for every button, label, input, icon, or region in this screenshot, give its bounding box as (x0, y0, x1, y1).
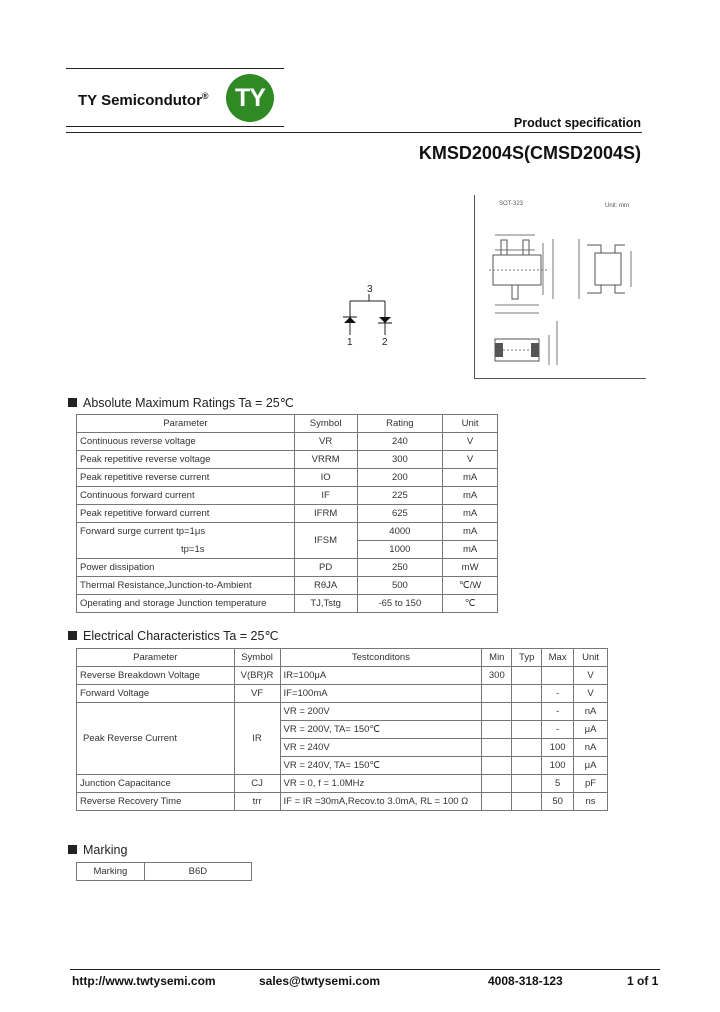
param-cell: Forward Voltage (77, 685, 235, 703)
param-cell: Peak repetitive reverse current (77, 469, 295, 487)
unit-cell: mW (443, 559, 498, 577)
param-cell: Forward surge current tp=1μs (77, 523, 295, 541)
footer-email-link[interactable]: sales@twtysemi.com (259, 974, 381, 988)
symbol-cell: VRRM (294, 451, 357, 469)
param-cell: Junction Capacitance (77, 775, 235, 793)
table-row (77, 595, 498, 613)
bullet-square-icon (68, 631, 77, 640)
elec-char-table (76, 648, 608, 811)
symbol-cell: IFRM (294, 505, 357, 523)
max-cell: 100 (542, 757, 574, 775)
min-cell (482, 775, 512, 793)
unit-cell: mA (443, 469, 498, 487)
package-outline-drawing (474, 195, 646, 379)
unit-cell: V (574, 685, 608, 703)
pin-1-label: 1 (347, 337, 353, 348)
abs-max-section-title: Absolute Maximum Ratings Ta = 25℃ (68, 395, 294, 410)
ty-logo: TY (226, 74, 274, 122)
marking-value-cell: B6D (144, 863, 251, 881)
max-cell: - (542, 685, 574, 703)
rating-cell: -65 to 150 (357, 595, 443, 613)
part-number-title: KMSD2004S(CMSD2004S) (418, 143, 641, 163)
table-row (77, 523, 498, 541)
unit-cell: V (443, 451, 498, 469)
table-header-row (77, 649, 608, 667)
symbol-cell: TJ,Tstg (294, 595, 357, 613)
symbol-cell: VR (294, 433, 357, 451)
typ-cell (512, 721, 542, 739)
col-header-unit: Unit (443, 415, 498, 433)
condition-cell: VR = 240V (280, 739, 482, 757)
table-row (77, 487, 498, 505)
footer-phone: 4008-318-123 (488, 974, 563, 988)
col-header-rating: Rating (357, 415, 443, 433)
rating-cell: 300 (357, 451, 443, 469)
symbol-cell: IR (234, 703, 280, 775)
unit-cell: mA (443, 505, 498, 523)
product-spec-label: Product specification (513, 116, 641, 130)
registered-mark: ® (201, 91, 209, 101)
typ-cell (512, 757, 542, 775)
header-bottom-rule (66, 126, 284, 127)
rating-cell: 200 (357, 469, 443, 487)
unit-cell: ℃/W (443, 577, 498, 595)
min-cell (482, 793, 512, 811)
symbol-cell: IO (294, 469, 357, 487)
unit-cell: mA (443, 487, 498, 505)
col-header-unit: Unit (574, 649, 608, 667)
min-cell (482, 757, 512, 775)
table-row (77, 505, 498, 523)
diode-circuit-diagram (330, 280, 410, 350)
footer-page-number: 1 of 1 (627, 974, 659, 988)
table-row (77, 863, 252, 881)
col-header-parameter: Parameter (77, 415, 295, 433)
col-header-symbol: Symbol (294, 415, 357, 433)
condition-cell: VR = 200V, TA= 150℃ (280, 721, 482, 739)
min-cell (482, 703, 512, 721)
param-cell: Continuous forward current (77, 487, 295, 505)
marking-table (76, 862, 252, 881)
param-cell: Peak repetitive forward current (77, 505, 295, 523)
header-top-rule (66, 68, 284, 69)
symbol-cell: VF (234, 685, 280, 703)
table-row (77, 775, 608, 793)
typ-cell (512, 739, 542, 757)
param-cell: Reverse Recovery Time (77, 793, 235, 811)
min-cell (482, 721, 512, 739)
symbol-cell: CJ (234, 775, 280, 793)
rating-cell: 240 (357, 433, 443, 451)
pin-3-label: 3 (367, 284, 373, 295)
brand-name: TY Semicondutor® (78, 91, 209, 109)
table-row (77, 577, 498, 595)
unit-cell: pF (574, 775, 608, 793)
symbol-cell: IF (294, 487, 357, 505)
condition-cell: VR = 0, f = 1.0MHz (280, 775, 482, 793)
bullet-square-icon (68, 398, 77, 407)
condition-cell: VR = 240V, TA= 150℃ (280, 757, 482, 775)
table-row (77, 703, 608, 721)
diode-right-icon (379, 317, 391, 323)
symbol-cell: PD (294, 559, 357, 577)
typ-cell (512, 775, 542, 793)
unit-cell: ns (574, 793, 608, 811)
table-row (77, 541, 498, 559)
table-row (77, 559, 498, 577)
symbol-cell: trr (234, 793, 280, 811)
unit-cell: V (443, 433, 498, 451)
table-row (77, 667, 608, 685)
marking-label-cell: Marking (77, 863, 145, 881)
product-spec-rule (66, 132, 642, 133)
table-header-row (77, 415, 498, 433)
symbol-cell: IFSM (294, 523, 357, 559)
elec-section-title: Electrical Characteristics Ta = 25℃ (68, 628, 278, 643)
max-cell (542, 667, 574, 685)
diode-left-icon (344, 317, 356, 323)
condition-cell: VR = 200V (280, 703, 482, 721)
unit-cell: nA (574, 739, 608, 757)
footer-rule (70, 969, 660, 970)
max-cell: 5 (542, 775, 574, 793)
bullet-square-icon (68, 845, 77, 854)
condition-cell: IF = IR =30mA,Recov.to 3.0mA, RL = 100 Ω (280, 793, 482, 811)
param-cell: Reverse Breakdown Voltage (77, 667, 235, 685)
abs-max-table (76, 414, 498, 613)
min-cell: 300 (482, 667, 512, 685)
param-cell: Peak Reverse Current (77, 703, 235, 775)
param-cell-continued: tp=1s (77, 541, 295, 559)
typ-cell (512, 703, 542, 721)
table-row (77, 793, 608, 811)
condition-cell: IR=100μA (280, 667, 482, 685)
col-header-typ: Typ (512, 649, 542, 667)
rating-cell: 1000 (357, 541, 443, 559)
package-dimension-figure (475, 195, 646, 378)
min-cell (482, 739, 512, 757)
max-cell: - (542, 721, 574, 739)
max-cell: - (542, 703, 574, 721)
param-cell: Power dissipation (77, 559, 295, 577)
unit-cell: V (574, 667, 608, 685)
min-cell (482, 685, 512, 703)
rating-cell: 625 (357, 505, 443, 523)
rating-cell: 225 (357, 487, 443, 505)
marking-section-title: Marking (68, 843, 127, 857)
col-header-symbol: Symbol (234, 649, 280, 667)
col-header-parameter: Parameter (77, 649, 235, 667)
rating-cell: 250 (357, 559, 443, 577)
col-header-max: Max (542, 649, 574, 667)
table-row (77, 685, 608, 703)
unit-cell: mA (443, 523, 498, 541)
unit-cell: mA (443, 541, 498, 559)
typ-cell (512, 793, 542, 811)
param-cell: Thermal Resistance,Junction-to-Ambient (77, 577, 295, 595)
rating-cell: 500 (357, 577, 443, 595)
typ-cell (512, 685, 542, 703)
rating-cell: 4000 (357, 523, 443, 541)
footer-website-link[interactable]: http://www.twtysemi.com (72, 974, 216, 988)
typ-cell (512, 667, 542, 685)
unit-cell: nA (574, 703, 608, 721)
package-unit-note: Unit: mm (605, 203, 629, 209)
param-cell: Peak repetitive reverse voltage (77, 451, 295, 469)
col-header-min: Min (482, 649, 512, 667)
pin-2-label: 2 (382, 337, 388, 348)
max-cell: 50 (542, 793, 574, 811)
param-cell: Operating and storage Junction temperature (77, 595, 295, 613)
unit-cell: μA (574, 757, 608, 775)
condition-cell: IF=100mA (280, 685, 482, 703)
unit-cell: μA (574, 721, 608, 739)
unit-cell: ℃ (443, 595, 498, 613)
col-header-testconditions: Testconditons (280, 649, 482, 667)
symbol-cell: RθJA (294, 577, 357, 595)
param-cell: Continuous reverse voltage (77, 433, 295, 451)
table-row (77, 433, 498, 451)
max-cell: 100 (542, 739, 574, 757)
package-name: SOT-323 (499, 201, 524, 207)
table-row (77, 451, 498, 469)
table-row (77, 469, 498, 487)
symbol-cell: V(BR)R (234, 667, 280, 685)
